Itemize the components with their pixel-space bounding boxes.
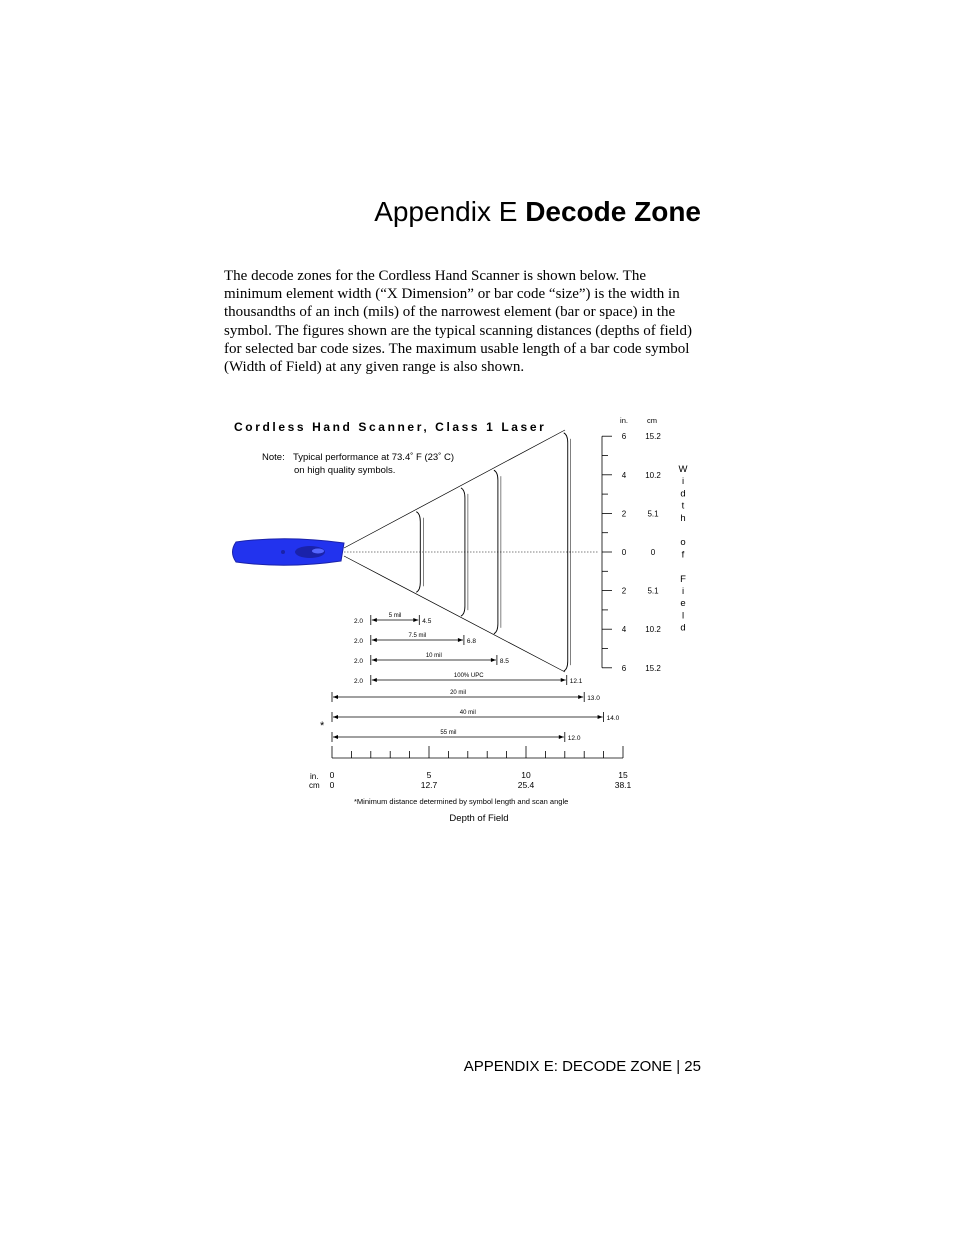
x-tick-label-cm: 12.7: [420, 780, 438, 790]
y-label-letter: h: [680, 512, 686, 524]
range-name: 10 mil: [425, 653, 442, 659]
y-label-letter: i: [681, 586, 685, 597]
y-label-letter: t: [681, 500, 685, 512]
x-tick-label-cm: 0: [329, 780, 335, 790]
y-label-letter: W: [678, 464, 688, 475]
range-max-label: 13.0: [587, 695, 600, 702]
y-tick-label-in: 4: [621, 470, 627, 480]
range-min-label: 2.0: [354, 678, 364, 685]
range-arrow-right: [458, 638, 463, 642]
range-min-label: 2.0: [354, 638, 364, 645]
figure-title: Cordless Hand Scanner, Class 1 Laser: [234, 420, 547, 434]
range-arrow-right: [578, 695, 583, 699]
depth-of-field-axis: [309, 746, 632, 790]
title-bold: Decode Zone: [525, 196, 701, 227]
x-unit-cm: cm: [309, 781, 320, 790]
beam-edge-bottom: [344, 556, 565, 672]
range-arrow-left: [372, 638, 377, 642]
range-name: 7.5 mil: [408, 633, 427, 639]
scanner-device: [233, 539, 345, 566]
range-name: 55 mil: [440, 730, 457, 736]
y-tick-label-cm: 5.1: [647, 586, 659, 596]
y-label-letter: i: [681, 476, 685, 488]
figure-footnote: *Minimum distance determined by symbol length and scan angle: [354, 797, 569, 806]
figure-note-prefix: Note:: [262, 452, 285, 463]
y-tick-label-in: 2: [621, 509, 627, 519]
range-arrow-right: [491, 658, 496, 662]
range-arrow-left: [333, 715, 338, 719]
y-tick-label-cm: 5.1: [647, 509, 659, 519]
range-min-label: 2.0: [354, 658, 364, 665]
x-tick-label-in: 15: [618, 770, 628, 780]
beam-edge-top: [344, 430, 565, 548]
x-axis-title: Depth of Field: [449, 813, 509, 824]
range-arrow-right: [559, 735, 564, 739]
y-tick-label-in: 2: [621, 586, 627, 596]
y-unit-in: in.: [620, 416, 628, 425]
decode-zone-diagram: [226, 410, 706, 830]
range-arrow-left: [372, 658, 377, 662]
y-label-letter: d: [680, 488, 686, 500]
range-row: [332, 690, 600, 702]
range-row: [354, 673, 583, 685]
x-tick-label-cm: 25.4: [517, 780, 535, 790]
y-label-letter: F: [680, 573, 686, 585]
y-label-letter: f: [681, 549, 685, 561]
range-asterisk: *: [320, 720, 325, 732]
y-label-letter: e: [680, 598, 686, 610]
x-tick-label-in: 10: [521, 770, 531, 780]
y-tick-label-in: 4: [621, 625, 627, 635]
y-unit-cm: cm: [647, 416, 657, 425]
y-tick-label-cm: 15.2: [645, 432, 661, 442]
y-label-letter: l: [681, 610, 685, 622]
y-tick-label-cm: 10.2: [645, 625, 661, 635]
y-label-letter: o: [680, 537, 686, 549]
range-max-label: 8.5: [499, 658, 509, 665]
range-name: 20 mil: [450, 690, 467, 696]
x-unit-in: in.: [310, 772, 319, 781]
range-arrow-right: [413, 618, 418, 622]
depth-of-field-ranges: [332, 613, 620, 742]
scanner-highlight: [312, 549, 324, 554]
page-footer: APPENDIX E: DECODE ZONE | 25: [463, 1058, 701, 1075]
range-row: [332, 730, 581, 742]
intro-paragraph: The decode zones for the Cordless Hand Scanner is shown below. The minimum element width (“X Dimension” or bar code “size”) is the width in thousandths of an inch (mils) of the narrowest element (bar or space) in the symbol. The figures shown are the typical scanning distances (depths of field) for selected bar code sizes. The maximum usable length of a bar code symbol (Width of Field) at any given range is also shown.: [224, 268, 692, 376]
range-arrow-left: [333, 695, 338, 699]
range-arrow-left: [333, 735, 338, 739]
title-light: Appendix E: [374, 196, 518, 227]
range-max-label: 12.1: [569, 678, 583, 685]
width-of-field-label: [679, 464, 688, 634]
range-min-label: 2.0: [354, 618, 364, 625]
range-name: 100% UPC: [453, 673, 484, 679]
range-arrow-right: [598, 715, 603, 719]
figure-note-line2: on high quality symbols.: [294, 465, 396, 476]
range-arrow-left: [372, 618, 377, 622]
range-max-label: 12.0: [567, 735, 581, 742]
figure-note-line1: Typical performance at 73.4˚ F (23˚ C): [293, 452, 455, 463]
range-row: [354, 653, 509, 665]
range-name: 5 mil: [388, 613, 402, 619]
y-tick-label-in: 6: [621, 432, 627, 442]
y-tick-label-cm: 10.2: [645, 470, 661, 480]
range-row: [354, 613, 432, 625]
x-tick-label-cm: 38.1: [614, 780, 632, 790]
range-name: 40 mil: [459, 710, 476, 716]
x-tick-label-in: 0: [329, 770, 335, 780]
scanner-body: [233, 539, 345, 566]
page-title: [374, 196, 701, 228]
y-tick-label-in: 0: [621, 548, 627, 557]
range-max-label: 4.5: [422, 618, 432, 625]
range-row: [354, 633, 476, 645]
x-tick-label-in: 5: [426, 770, 432, 780]
width-of-field-axis: [602, 416, 661, 673]
y-label-letter: d: [680, 622, 686, 634]
range-row: [332, 710, 620, 722]
y-tick-label-in: 6: [621, 663, 627, 673]
y-tick-label-cm: 0: [650, 548, 656, 557]
scanner-led: [281, 550, 285, 554]
range-arrow-right: [561, 678, 566, 682]
range-max-label: 6.8: [466, 638, 476, 645]
range-max-label: 14.0: [606, 715, 620, 722]
decode-zone-figure: [226, 410, 706, 830]
y-tick-label-cm: 15.2: [645, 663, 661, 673]
range-arrow-left: [372, 678, 377, 682]
